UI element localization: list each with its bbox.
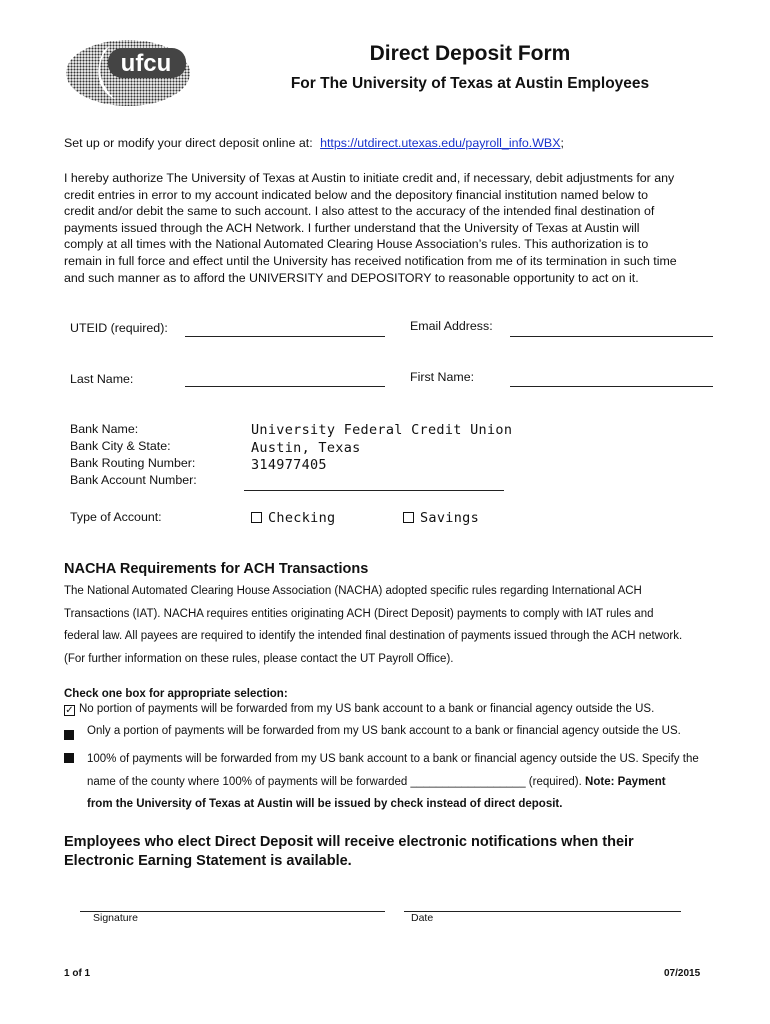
nacha-heading: NACHA Requirements for ACH Transactions	[64, 561, 369, 577]
checking-checkbox[interactable]	[251, 512, 262, 523]
authorization-line: I hereby authorize The University of Texas at Austin to initiate credit and, if necessary, debit adjustments for any	[64, 171, 675, 185]
savings-checkbox[interactable]	[403, 512, 414, 523]
email-label: Email Address:	[410, 319, 493, 333]
county-blank-field[interactable]: __________________	[410, 775, 526, 788]
bank-city-label: Bank City & State:	[70, 439, 171, 453]
bank-name-label: Bank Name:	[70, 422, 139, 436]
selection-option-1[interactable]	[64, 703, 654, 716]
uteid-field[interactable]	[185, 336, 385, 337]
savings-option[interactable]	[403, 510, 479, 526]
setup-text: Set up or modify your direct deposit online at:	[64, 136, 313, 150]
option-2-label: Only a portion of payments will be forwarded from my US bank account to a bank or financial agency outside the US.	[87, 725, 681, 737]
nacha-line: The National Automated Clearing House Association (NACHA) adopted specific rules regarding International ACH	[64, 585, 642, 597]
email-field[interactable]	[510, 336, 713, 337]
authorization-line: remain in full force and effect until the University has received notification from me of its termination in such time	[64, 253, 677, 268]
nacha-paragraph	[64, 580, 744, 670]
page-number: 1 of 1	[64, 968, 91, 979]
option-3-text-b: (required).	[525, 775, 586, 788]
payroll-link[interactable]: https://utdirect.utexas.edu/payroll_info.WBX	[320, 136, 561, 150]
option-1-checkbox[interactable]: ✓	[65, 705, 74, 716]
authorization-line: payments issued through the ACH Network. I further understand that the University of Texas at Austin will	[64, 220, 640, 235]
form-subtitle: For The University of Texas at Austin Employees	[290, 75, 650, 92]
notice-line-2: Electronic Earning Statement is available.	[64, 853, 352, 869]
setup-line	[64, 135, 564, 152]
authorization-paragraph	[64, 170, 724, 286]
selection-heading: Check one box for appropriate selection:	[64, 688, 288, 700]
option-3-line-3: from the University of Texas at Austin will be issued by check instead of direct deposit.	[87, 798, 563, 810]
signature-label: Signature	[93, 912, 138, 924]
bank-account-field[interactable]	[244, 490, 504, 491]
option-1-label: No portion of payments will be forwarded from my US bank account to a bank or financial agency outside the US.	[79, 703, 655, 715]
first-name-label: First Name:	[410, 370, 475, 384]
option-3-checkbox[interactable]	[64, 750, 74, 768]
authorization-line: credit entries in error to my account indicated below and the depository financial institution named below to	[64, 187, 649, 202]
authorization-line: credit and/or debit the same to such account. I also attest to the accuracy of the intended final destination of	[64, 204, 655, 219]
bank-name-value: University Federal Credit Union	[251, 422, 513, 438]
option-3-line-2	[87, 771, 747, 794]
checking-option[interactable]	[251, 510, 335, 526]
last-name-field[interactable]	[185, 386, 385, 387]
svg-text:ufcu: ufcu	[120, 50, 172, 77]
revision-date: 07/2015	[664, 968, 701, 979]
bank-routing-label: Bank Routing Number:	[70, 456, 196, 470]
electronic-notice	[64, 833, 634, 871]
date-field[interactable]	[404, 911, 681, 912]
savings-label: Savings	[420, 510, 479, 526]
option-3-text-a: name of the county where 100% of payments will be forwarded	[87, 775, 411, 788]
option-3-text	[87, 748, 747, 816]
option-2-checkbox[interactable]	[64, 727, 74, 745]
nacha-line: Transactions (IAT). NACHA requires entities originating ACH (Direct Deposit) payments to comply with IAT rules and	[64, 607, 654, 620]
authorization-line: and such manner as to afford the UNIVERSITY and DEPOSITORY to reasonable opportunity to act on it.	[64, 270, 639, 285]
uteid-label: UTEID (required):	[70, 321, 168, 335]
checking-label: Checking	[268, 510, 336, 526]
bank-values	[251, 422, 512, 475]
form-title: Direct Deposit Form	[369, 42, 571, 65]
bank-account-label: Bank Account Number:	[70, 473, 197, 487]
bank-city-value: Austin, Texas	[251, 439, 361, 456]
authorization-line: comply at all times with the National Automated Clearing House Association’s rules. This authorization is to	[64, 237, 649, 252]
last-name-label: Last Name:	[70, 372, 134, 386]
bank-routing-value: 314977405	[251, 457, 327, 473]
first-name-field[interactable]	[510, 386, 713, 387]
ufcu-logo	[64, 38, 192, 108]
bank-labels	[70, 421, 197, 489]
account-type-label: Type of Account:	[70, 510, 162, 524]
setup-suffix: ;	[560, 136, 564, 150]
option-3-note: Note: Payment	[585, 775, 666, 788]
date-label: Date	[411, 912, 434, 924]
nacha-line: federal law. All payees are required to identify the intended final destination of payments issued through the ACH network.	[64, 630, 683, 642]
option-3-line-1: 100% of payments will be forwarded from my US bank account to a bank or financial agency outside the US. Specify the	[87, 753, 699, 765]
nacha-line: (For further information on these rules, please contact the UT Payroll Office).	[64, 652, 454, 665]
notice-line-1: Employees who elect Direct Deposit will receive electronic notifications when their	[64, 834, 634, 850]
